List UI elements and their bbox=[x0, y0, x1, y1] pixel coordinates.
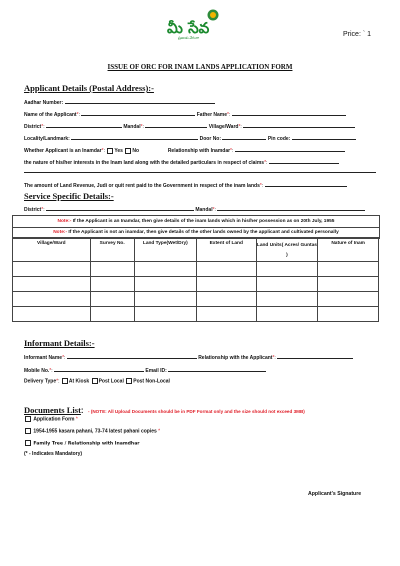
applicant-name-field[interactable] bbox=[81, 110, 195, 116]
informant-relationship-field[interactable] bbox=[277, 353, 353, 359]
service-district-row: District*: Mandal*: bbox=[24, 205, 365, 213]
informant-name-row: Informant Name*: Relationship with the Applicant*: bbox=[24, 353, 353, 361]
mandatory-note: (* - Indicates Mandatory) bbox=[24, 451, 83, 457]
door-no-field[interactable] bbox=[222, 134, 266, 140]
locality-row: Locality/Landmark: Door No: Pin code: bbox=[24, 134, 356, 142]
yes-checkbox[interactable] bbox=[107, 148, 113, 154]
interest-field[interactable] bbox=[269, 158, 339, 164]
revenue-field[interactable] bbox=[265, 181, 347, 187]
aadhar-row: Aadhar Number: bbox=[24, 98, 215, 106]
mobile-field[interactable] bbox=[54, 366, 144, 372]
service-mandal-field[interactable] bbox=[217, 205, 365, 211]
service-district-field[interactable] bbox=[46, 205, 194, 211]
mobile-row: Mobile No.*: Email ID: bbox=[24, 366, 266, 374]
table-row bbox=[13, 262, 379, 277]
land-details-table bbox=[12, 237, 379, 322]
village-field[interactable] bbox=[243, 122, 355, 128]
locality-field[interactable] bbox=[71, 134, 198, 140]
email-field[interactable] bbox=[168, 366, 266, 372]
logo-text: మీ సేవ bbox=[167, 19, 210, 37]
informant-details-heading: Informant Details:- bbox=[24, 338, 95, 348]
documents-heading: Documents List bbox=[24, 405, 81, 415]
form-title: ISSUE OF ORC FOR INAM LANDS APPLICATION FORM bbox=[107, 63, 293, 71]
delivery-row: Delivery Type*: At Kiosk Post Local Post Non-Local bbox=[24, 378, 170, 385]
relationship-inamdar-field[interactable] bbox=[235, 146, 345, 152]
table-row bbox=[13, 307, 379, 322]
application-form-checkbox[interactable] bbox=[25, 416, 31, 422]
at-kiosk-checkbox[interactable] bbox=[62, 378, 68, 384]
aadhar-field[interactable] bbox=[65, 98, 215, 104]
no-checkbox[interactable] bbox=[125, 148, 131, 154]
documents-note: - (NOTE: All Upload Documents should be in PDF Format only and the size should not exceed 3MB) bbox=[88, 409, 305, 414]
applicant-signature: Applicant's Signature bbox=[308, 491, 362, 497]
inamdar-row: Whether Applicant is an Inamdar*: Yes No Relationship with Inamdar*: bbox=[24, 146, 345, 154]
mandal-field[interactable] bbox=[145, 122, 207, 128]
col-extent: Extent of Land bbox=[196, 238, 256, 262]
document-item: Application Form * bbox=[24, 416, 78, 422]
post-non-local-checkbox[interactable] bbox=[126, 378, 132, 384]
col-nature: Nature of Inam bbox=[318, 238, 379, 262]
documents-heading-row: Documents List: - (NOTE: All Upload Documents should be in PDF Format only and the size should not exceed 3MB) bbox=[24, 405, 305, 415]
logo-subtitle: ప్రజలకు వేగంగా bbox=[178, 36, 200, 40]
family-tree-checkbox[interactable] bbox=[25, 440, 31, 446]
post-local-checkbox[interactable] bbox=[92, 378, 98, 384]
address-row: District*: Mandal*: Village/Ward*: bbox=[24, 122, 355, 130]
applicant-details-heading: Applicant Details (Postal Address):- bbox=[24, 83, 154, 93]
table-header-row bbox=[13, 238, 379, 262]
informant-name-field[interactable] bbox=[67, 353, 197, 359]
pin-code-field[interactable] bbox=[292, 134, 356, 140]
col-land-units: Land Units( Acres/ Guntas ) bbox=[256, 238, 318, 262]
col-survey: Survey No. bbox=[90, 238, 134, 262]
col-land-type: Land Type(Wet/Dry) bbox=[134, 238, 196, 262]
interest-row: the nature of his/her interests in the Inam land along with the detailed particulars in respect of claims*: bbox=[24, 158, 339, 166]
document-item: 1954-1955 kasara pahani, 73-74 latest pahani copies * bbox=[24, 428, 160, 434]
meeseva-logo bbox=[164, 8, 230, 42]
document-item: Family Tree / Relationship with Inamdhar bbox=[24, 440, 140, 446]
father-name-field[interactable] bbox=[232, 110, 346, 116]
col-village: Village/Ward bbox=[13, 238, 91, 262]
price-label: Price: ` 1 bbox=[343, 31, 372, 38]
name-row: Name of the Applicant*: Father Name*: bbox=[24, 110, 346, 118]
note-inamdar: Note:- If the Applicant is an Inamdar, then give details of the inam lands which in his/her possession as on 20th July, 1955 bbox=[13, 216, 379, 228]
district-field[interactable] bbox=[46, 122, 122, 128]
note-non-inamdar: Note:- If the Applicant is not an inamdar, then give details of the other lands owned by the applicant and cultivated personally bbox=[53, 230, 339, 235]
table-row bbox=[13, 277, 379, 292]
interest-field-line2[interactable] bbox=[24, 172, 376, 173]
pahani-copies-checkbox[interactable] bbox=[25, 428, 31, 434]
table-row bbox=[13, 292, 379, 307]
service-details-heading: Service Specific Details:- bbox=[24, 191, 114, 201]
revenue-row: The amount of Land Revenue, Judi or quit rent paid to the Government in respect of the inam lands*: bbox=[24, 181, 347, 189]
notes-box bbox=[12, 215, 380, 239]
